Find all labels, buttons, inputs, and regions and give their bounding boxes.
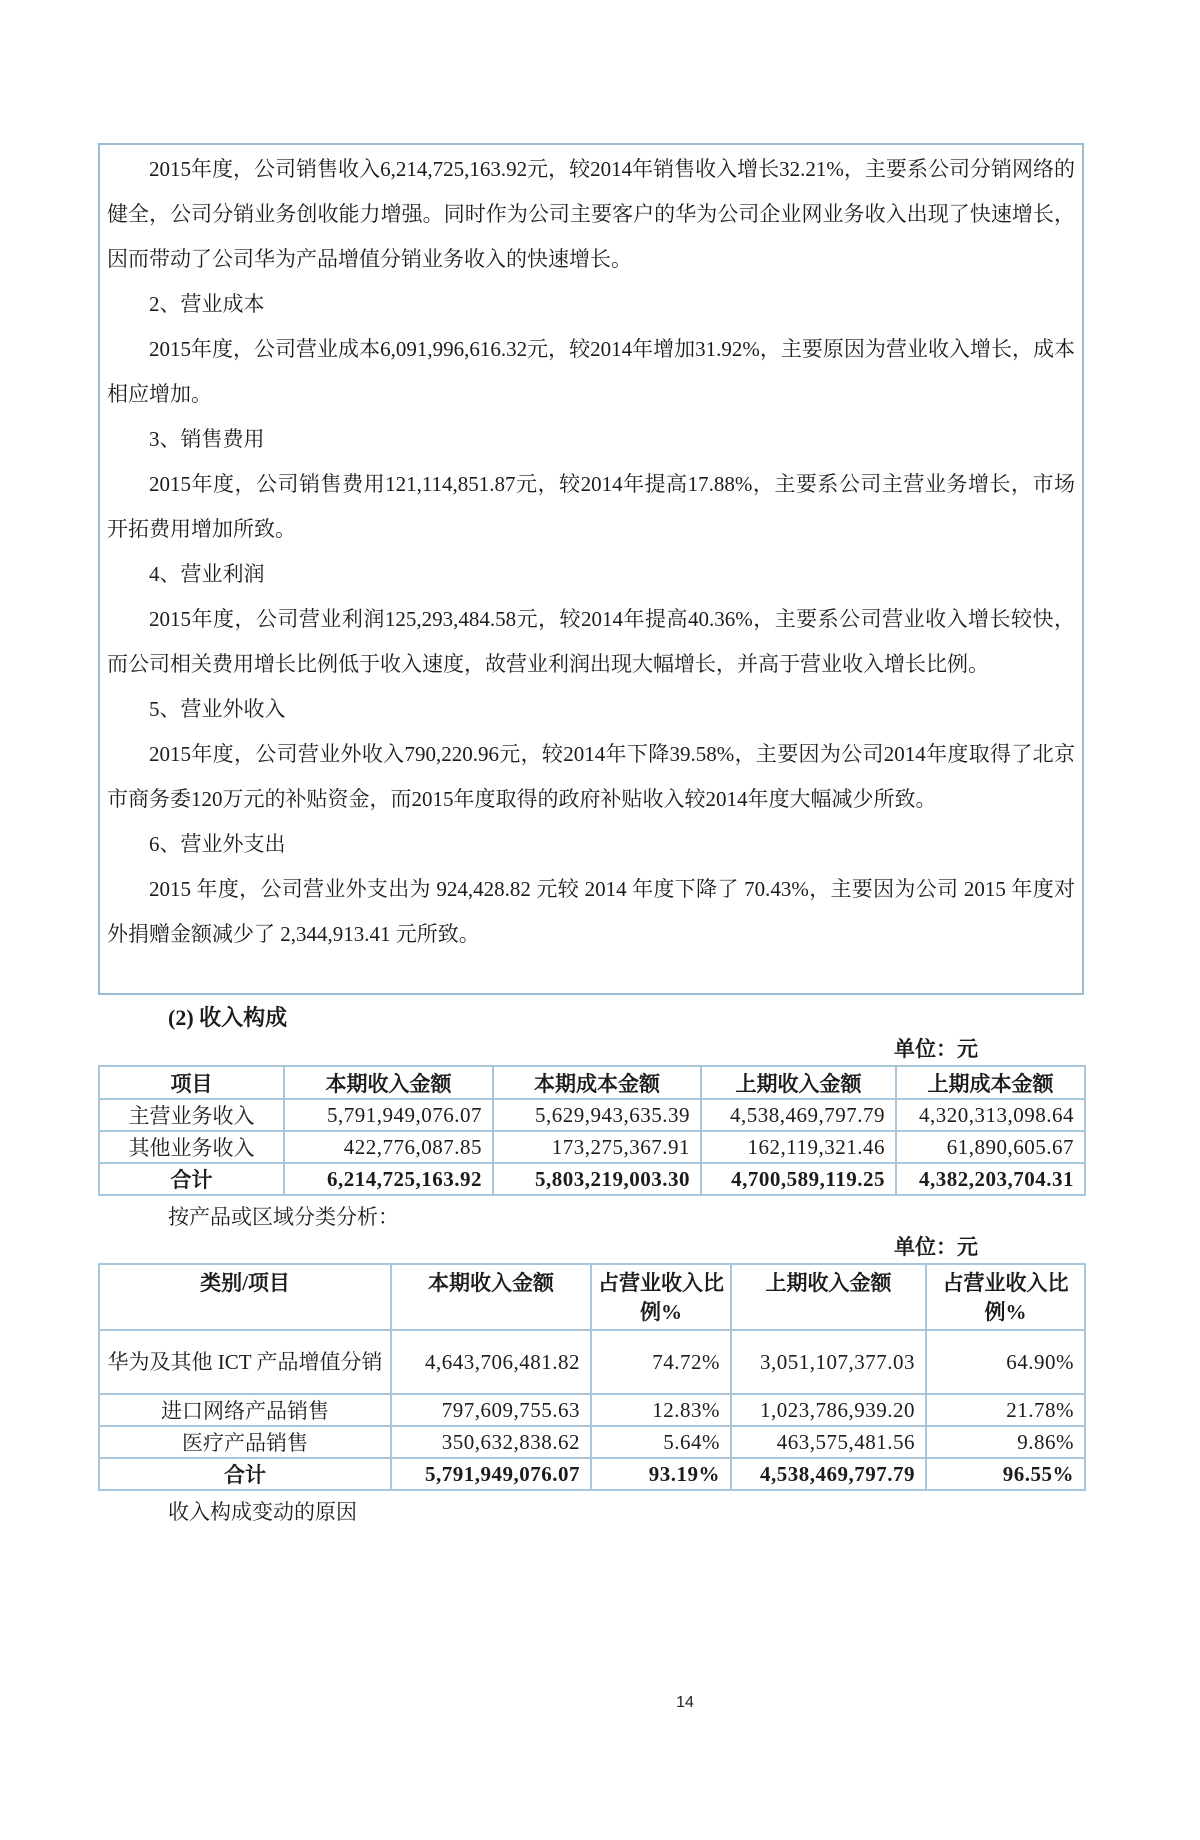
section-heading-revenue-composition: (2) 收入构成 xyxy=(168,1005,288,1030)
table-cell: 1,023,786,939.20 xyxy=(731,1394,926,1426)
table-cell: 61,890,605.67 xyxy=(896,1131,1085,1163)
unit-label-1: 单位：元 xyxy=(894,1037,978,1061)
header-cell-current-ratio: 占营业收入比例% xyxy=(591,1264,731,1330)
table-row-huawei-ict xyxy=(99,1330,1085,1394)
table-cell: 主营业务收入 xyxy=(99,1099,284,1131)
table-cell: 4,538,469,797.79 xyxy=(731,1458,926,1490)
header-cell-current-revenue: 本期收入金额 xyxy=(391,1264,591,1330)
table-row-main-business xyxy=(99,1099,1085,1131)
paragraph-sales-revenue: 2015年度，公司销售收入6,214,725,163.92元，较2014年销售收入增长32.21%，主要系公司分销网络的健全，公司分销业务创收能力增强。同时作为公司主要客户的华为公司企业网业务收入出现了快速增长，因而带动了公司华为产品增值分销业务收入的快速增长。 xyxy=(107,157,1075,271)
table-cell: 96.55% xyxy=(926,1458,1085,1490)
table-cell: 6,214,725,163.92 xyxy=(284,1163,493,1195)
header-cell-prior-ratio: 占营业收入比例% xyxy=(926,1264,1085,1330)
table-cell: 9.86% xyxy=(926,1426,1085,1458)
table-cell: 4,382,203,704.31 xyxy=(896,1163,1085,1195)
table-cell: 5,629,943,635.39 xyxy=(493,1099,701,1131)
header-cell-category: 类别/项目 xyxy=(99,1264,391,1330)
table-cell: 4,538,469,797.79 xyxy=(701,1099,896,1131)
header-cell-prior-cost: 上期成本金额 xyxy=(896,1066,1085,1099)
unit-label-2: 单位：元 xyxy=(894,1235,978,1259)
product-table-header-row xyxy=(99,1264,1085,1330)
analysis-label: 按产品或区域分类分析： xyxy=(168,1205,399,1229)
paragraph-non-operating-income: 2015年度，公司营业外收入790,220.96元，较2014年下降39.58%，主要因为公司2014年度取得了北京市商务委120万元的补贴资金，而2015年度取得的政府补贴收入较2014年度大幅减少所致。 xyxy=(107,742,1075,811)
table-row-imported-network xyxy=(99,1394,1085,1426)
table-cell: 5,791,949,076.07 xyxy=(391,1458,591,1490)
heading-operating-profit: 4、营业利润 xyxy=(149,562,265,586)
heading-non-operating-expense: 6、营业外支出 xyxy=(149,832,286,856)
table-cell: 64.90% xyxy=(926,1330,1085,1394)
paragraph-operating-cost: 2015年度，公司营业成本6,091,996,616.32元，较2014年增加31.92%，主要原因为营业收入增长，成本相应增加。 xyxy=(107,337,1075,406)
header-cell-prior-revenue: 上期收入金额 xyxy=(701,1066,896,1099)
table-row-medical xyxy=(99,1426,1085,1458)
table-cell: 21.78% xyxy=(926,1394,1085,1426)
heading-selling-expense: 3、销售费用 xyxy=(149,427,265,451)
header-cell-current-cost: 本期成本金额 xyxy=(493,1066,701,1099)
table-cell: 医疗产品销售 xyxy=(99,1426,391,1458)
table-cell: 162,119,321.46 xyxy=(701,1131,896,1163)
page-content xyxy=(98,143,1084,1524)
paragraph-selling-expense: 2015年度，公司销售费用121,114,851.87元，较2014年提高17.88%，主要系公司主营业务增长，市场开拓费用增加所致。 xyxy=(107,472,1075,541)
header-cell-prior-revenue: 上期收入金额 xyxy=(731,1264,926,1330)
table-cell: 4,320,313,098.64 xyxy=(896,1099,1085,1131)
revenue-table-header-row xyxy=(99,1066,1085,1099)
table-cell: 3,051,107,377.03 xyxy=(731,1330,926,1394)
reason-label: 收入构成变动的原因 xyxy=(168,1500,357,1524)
table-cell: 合计 xyxy=(99,1163,284,1195)
header-cell-current-revenue: 本期收入金额 xyxy=(284,1066,493,1099)
table-row-total xyxy=(99,1458,1085,1490)
narrative-text-box xyxy=(98,143,1084,995)
table-row-total xyxy=(99,1163,1085,1195)
heading-non-operating-income: 5、营业外收入 xyxy=(149,697,286,721)
table-cell: 422,776,087.85 xyxy=(284,1131,493,1163)
table-cell: 797,609,755.63 xyxy=(391,1394,591,1426)
table-cell: 74.72% xyxy=(591,1330,731,1394)
table-cell: 5,791,949,076.07 xyxy=(284,1099,493,1131)
report-page xyxy=(0,143,1200,1840)
table-cell: 其他业务收入 xyxy=(99,1131,284,1163)
page-number: 14 xyxy=(676,1694,694,1711)
table-cell: 合计 xyxy=(99,1458,391,1490)
table-cell: 5.64% xyxy=(591,1426,731,1458)
table-row-other-business xyxy=(99,1131,1085,1163)
table-cell: 5,803,219,003.30 xyxy=(493,1163,701,1195)
table-cell: 4,643,706,481.82 xyxy=(391,1330,591,1394)
table-cell: 173,275,367.91 xyxy=(493,1131,701,1163)
product-category-table xyxy=(98,1263,1086,1491)
table-cell: 4,700,589,119.25 xyxy=(701,1163,896,1195)
table-cell: 进口网络产品销售 xyxy=(99,1394,391,1426)
paragraph-operating-profit: 2015年度，公司营业利润125,293,484.58元，较2014年提高40.36%，主要系公司营业收入增长较快，而公司相关费用增长比例低于收入速度，故营业利润出现大幅增长，并高于营业收入增长比例。 xyxy=(107,607,1075,676)
table-cell: 350,632,838.62 xyxy=(391,1426,591,1458)
table-cell: 华为及其他 ICT 产品增值分销 xyxy=(99,1330,391,1394)
revenue-composition-table xyxy=(98,1065,1086,1196)
header-cell-item: 项目 xyxy=(99,1066,284,1099)
table-cell: 463,575,481.56 xyxy=(731,1426,926,1458)
heading-operating-cost: 2、营业成本 xyxy=(149,292,265,316)
table-cell: 93.19% xyxy=(591,1458,731,1490)
paragraph-non-operating-expense: 2015 年度，公司营业外支出为 924,428.82 元较 2014 年度下降了 70.43%，主要因为公司 2015 年度对外捐赠金额减少了 2,344,913.41 元所致。 xyxy=(107,877,1075,946)
table-cell: 12.83% xyxy=(591,1394,731,1426)
